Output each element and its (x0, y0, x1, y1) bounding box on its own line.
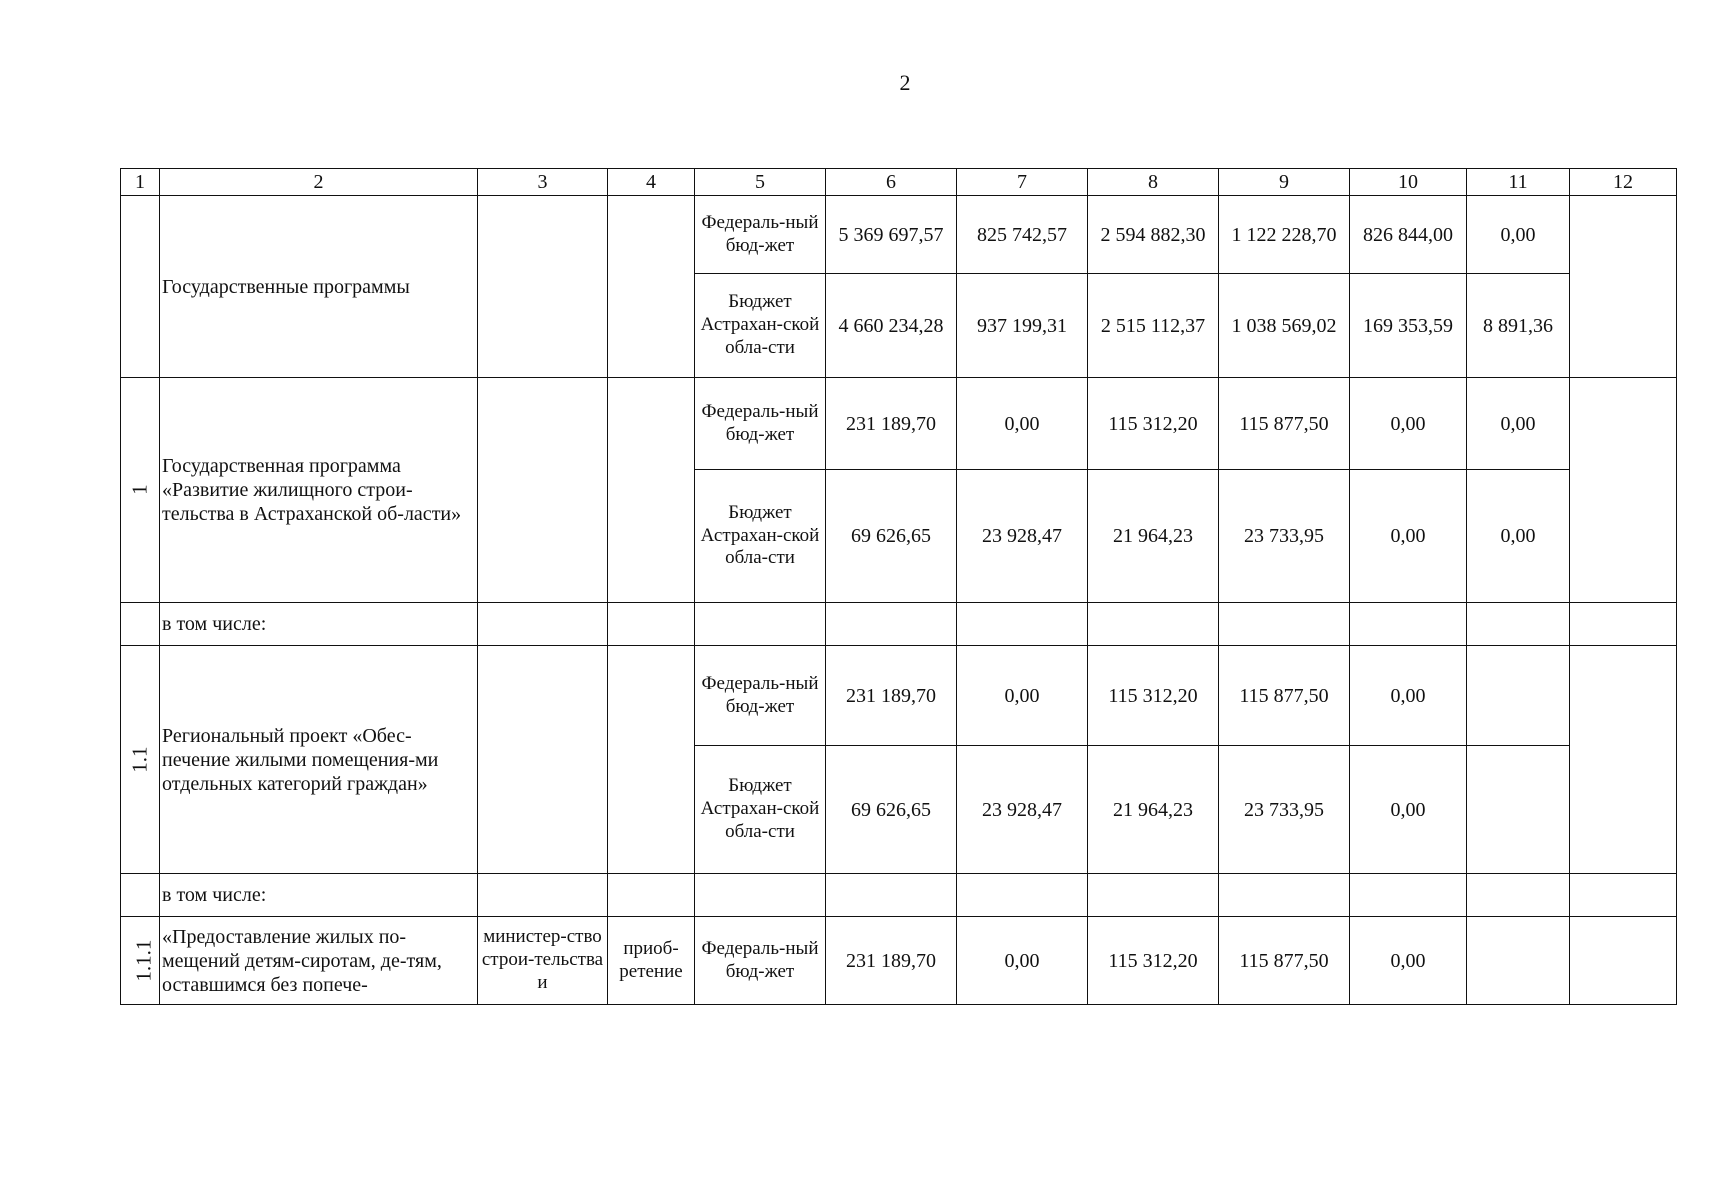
value-cell: 69 626,65 (826, 470, 957, 603)
table-row-subtotal (121, 874, 1677, 917)
value-cell: 0,00 (1350, 646, 1467, 746)
value-cell: 231 189,70 (826, 646, 957, 746)
empty-cell (1570, 378, 1677, 603)
value-cell: 826 844,00 (1350, 196, 1467, 274)
header-cell: 4 (608, 169, 695, 196)
value-cell: 937 199,31 (957, 274, 1088, 378)
header-row (121, 169, 1677, 196)
empty-cell (478, 603, 608, 646)
value-cell: 23 928,47 (957, 746, 1088, 874)
value-cell: 21 964,23 (1088, 746, 1219, 874)
value-cell: 69 626,65 (826, 746, 957, 874)
value-cell: 169 353,59 (1350, 274, 1467, 378)
activity-cell: приоб-ретение (608, 917, 695, 1005)
value-cell: 4 660 234,28 (826, 274, 957, 378)
value-cell: 2 594 882,30 (1088, 196, 1219, 274)
empty-cell (1467, 603, 1570, 646)
value-cell: 0,00 (1350, 470, 1467, 603)
value-cell: 0,00 (1350, 378, 1467, 470)
value-cell: 23 733,95 (1219, 470, 1350, 603)
value-cell: 115 312,20 (1088, 378, 1219, 470)
program-name: Государственные программы (160, 196, 478, 378)
empty-cell (1088, 874, 1219, 917)
value-cell: 1 122 228,70 (1219, 196, 1350, 274)
empty-cell (478, 874, 608, 917)
header-cell: 5 (695, 169, 826, 196)
value-cell (1467, 646, 1570, 746)
program-name: Региональный проект «Обес-печение жилыми помещения-ми отдельных категорий граждан» (160, 646, 478, 874)
funding-source: Федераль-ный бюд-жет (695, 196, 826, 274)
empty-cell (608, 874, 695, 917)
value-cell: 23 928,47 (957, 470, 1088, 603)
header-cell: 10 (1350, 169, 1467, 196)
empty-cell (1570, 603, 1677, 646)
header-cell: 6 (826, 169, 957, 196)
empty-cell (608, 603, 695, 646)
empty-cell (957, 603, 1088, 646)
responsible-cell (478, 196, 608, 378)
empty-cell (1350, 603, 1467, 646)
value-cell: 0,00 (957, 378, 1088, 470)
subtotal-label: в том числе: (160, 874, 478, 917)
header-cell: 2 (160, 169, 478, 196)
value-cell: 8 891,36 (1467, 274, 1570, 378)
row-index: 1 (121, 378, 160, 603)
value-cell: 231 189,70 (826, 378, 957, 470)
subtotal-label: в том числе: (160, 603, 478, 646)
value-cell: 0,00 (1467, 196, 1570, 274)
value-cell: 231 189,70 (826, 917, 957, 1005)
empty-cell (1570, 917, 1677, 1005)
value-cell: 115 877,50 (1219, 917, 1350, 1005)
table-row (121, 196, 1677, 274)
header-cell: 7 (957, 169, 1088, 196)
page-number: 2 (899, 70, 911, 95)
empty-cell (826, 603, 957, 646)
empty-cell (121, 874, 160, 917)
budget-table (120, 168, 1677, 1005)
table-row (121, 378, 1677, 470)
table-row (121, 917, 1677, 1005)
empty-cell (121, 603, 160, 646)
row-index (121, 196, 160, 378)
activity-cell (608, 196, 695, 378)
value-cell: 23 733,95 (1219, 746, 1350, 874)
empty-cell (826, 874, 957, 917)
empty-cell (1219, 603, 1350, 646)
value-cell: 21 964,23 (1088, 470, 1219, 603)
value-cell: 115 312,20 (1088, 646, 1219, 746)
value-cell: 0,00 (1467, 470, 1570, 603)
value-cell: 5 369 697,57 (826, 196, 957, 274)
funding-source: Бюджет Астрахан-ской обла-сти (695, 470, 826, 603)
value-cell: 115 312,20 (1088, 917, 1219, 1005)
value-cell: 115 877,50 (1219, 646, 1350, 746)
header-cell: 12 (1570, 169, 1677, 196)
empty-cell (695, 874, 826, 917)
program-name: Государственная программа «Развитие жилищного строи-тельства в Астраханской об-ласти» (160, 378, 478, 603)
header-cell: 11 (1467, 169, 1570, 196)
value-cell: 115 877,50 (1219, 378, 1350, 470)
empty-cell (1570, 196, 1677, 378)
value-cell: 825 742,57 (957, 196, 1088, 274)
funding-source: Бюджет Астрахан-ской обла-сти (695, 274, 826, 378)
responsible-cell (478, 378, 608, 603)
empty-cell (1467, 874, 1570, 917)
empty-cell (957, 874, 1088, 917)
row-index: 1.1 (121, 646, 160, 874)
activity-cell (608, 378, 695, 603)
value-cell: 0,00 (1350, 917, 1467, 1005)
header-cell: 9 (1219, 169, 1350, 196)
activity-cell (608, 646, 695, 874)
empty-cell (1350, 874, 1467, 917)
table-row-subtotal (121, 603, 1677, 646)
empty-cell (1570, 874, 1677, 917)
funding-source: Федераль-ный бюд-жет (695, 917, 826, 1005)
table-row (121, 646, 1677, 746)
empty-cell (1088, 603, 1219, 646)
value-cell: 0,00 (957, 646, 1088, 746)
row-index: 1.1.1 (121, 917, 160, 1005)
header-cell: 1 (121, 169, 160, 196)
responsible-cell (478, 646, 608, 874)
empty-cell (695, 603, 826, 646)
empty-cell (1219, 874, 1350, 917)
value-cell: 0,00 (1467, 378, 1570, 470)
funding-source: Бюджет Астрахан-ской обла-сти (695, 746, 826, 874)
value-cell: 0,00 (957, 917, 1088, 1005)
responsible-cell: министер-ство строи-тельства и (478, 917, 608, 1005)
value-cell: 0,00 (1350, 746, 1467, 874)
empty-cell (1570, 646, 1677, 874)
header-cell: 8 (1088, 169, 1219, 196)
header-cell: 3 (478, 169, 608, 196)
funding-source: Федераль-ный бюд-жет (695, 378, 826, 470)
value-cell: 1 038 569,02 (1219, 274, 1350, 378)
value-cell (1467, 746, 1570, 874)
value-cell: 2 515 112,37 (1088, 274, 1219, 378)
program-name: «Предоставление жилых по-мещений детям-сиротам, де-тям, оставшимся без попече- (160, 917, 478, 1005)
value-cell (1467, 917, 1570, 1005)
funding-source: Федераль-ный бюд-жет (695, 646, 826, 746)
